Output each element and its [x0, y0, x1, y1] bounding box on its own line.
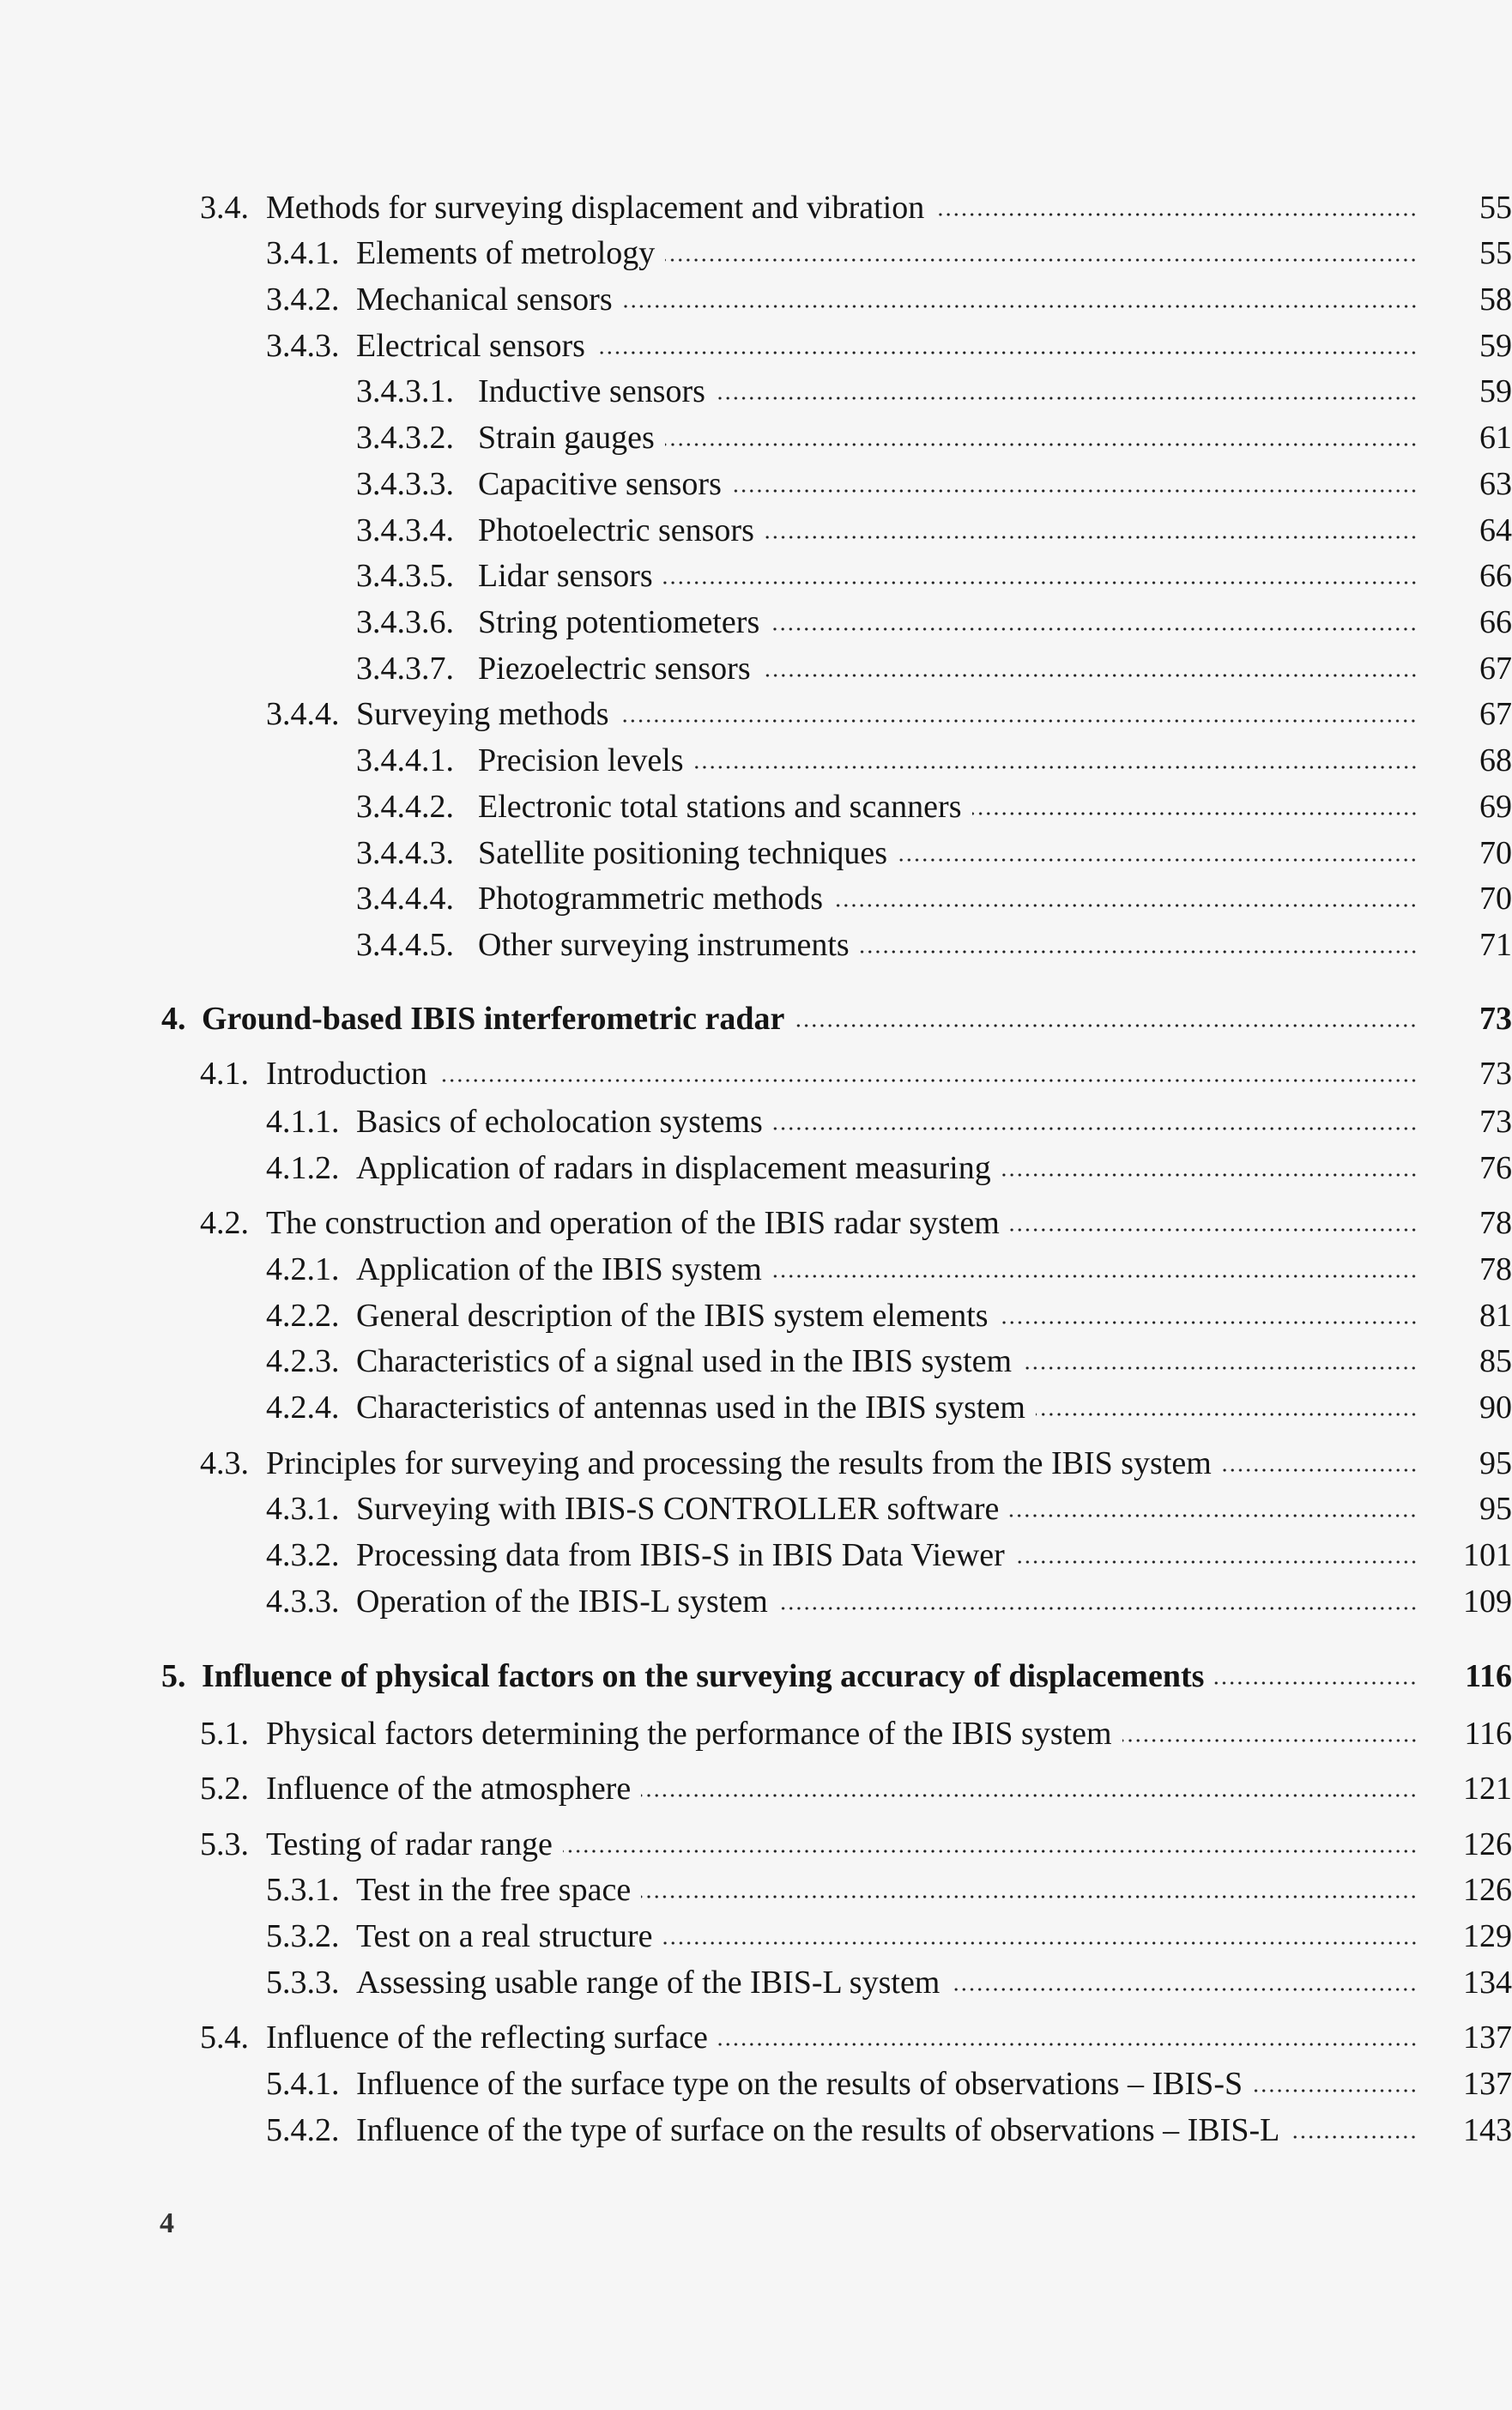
- dot-leader: [950, 1986, 1418, 1993]
- toc-entry-title: Electrical sensors: [356, 328, 585, 364]
- toc-entry-number: 3.4.3.7.: [356, 651, 454, 687]
- toc-entry-number: 5.4.1.: [266, 2066, 340, 2102]
- toc-entry: [0, 1147, 1512, 1189]
- toc-entry: [0, 602, 1512, 643]
- toc-entry: [0, 1341, 1512, 1382]
- toc-entry-page: 78: [1479, 1251, 1512, 1287]
- toc-entry-number: 4.3.1.: [266, 1491, 340, 1527]
- toc-entry-title: Other surveying instruments: [478, 927, 850, 963]
- toc-entry-number: 5.4.: [200, 2019, 249, 2056]
- toc-entry-page: 143: [1463, 2112, 1512, 2148]
- dot-leader: [999, 1319, 1418, 1326]
- toc-entry-page: 61: [1479, 420, 1512, 456]
- toc-entry-title: Characteristics of antennas used in the IBIS system: [356, 1390, 1025, 1426]
- toc-entry: [0, 417, 1512, 458]
- toc-entry: [0, 371, 1512, 412]
- toc-entry-title: Test in the free space: [356, 1872, 632, 1908]
- toc-entry-title: Ground-based IBIS interferometric radar: [202, 1001, 785, 1037]
- dot-leader: [1122, 1737, 1418, 1744]
- dot-leader: [623, 303, 1418, 310]
- toc-entry-number: 4.3.2.: [266, 1537, 340, 1573]
- dot-leader: [619, 718, 1418, 724]
- toc-entry-page: 66: [1479, 604, 1512, 640]
- dot-leader: [898, 857, 1418, 863]
- toc-entry-number: 3.4.4.4.: [356, 881, 454, 917]
- dot-leader: [663, 1940, 1418, 1947]
- toc-entry: [0, 693, 1512, 735]
- toc-entry-title: Influence of physical factors on the surveying accuracy of displacements: [202, 1658, 1205, 1694]
- toc-entry-page: 67: [1479, 651, 1512, 687]
- toc-entry-title: Operation of the IBIS-L system: [356, 1583, 768, 1620]
- toc-entry-number: 4.2.: [200, 1205, 249, 1241]
- toc-entry-number: 3.4.3.2.: [356, 420, 454, 456]
- toc-entry-title: Application of the IBIS system: [356, 1251, 762, 1287]
- toc-entry-title: Surveying methods: [356, 696, 609, 732]
- toc-entry-page: 69: [1479, 789, 1512, 825]
- toc-entry-page: 85: [1479, 1343, 1512, 1379]
- toc-entry-page: 109: [1463, 1583, 1512, 1620]
- toc-entry-title: Test on a real structure: [356, 1918, 653, 1954]
- dot-leader: [1036, 1411, 1418, 1418]
- dot-leader: [833, 902, 1418, 909]
- toc-entry: [0, 786, 1512, 827]
- dot-leader: [641, 1792, 1418, 1799]
- toc-entry: [0, 279, 1512, 320]
- toc-entry-title: Basics of echolocation systems: [356, 1104, 763, 1140]
- toc-entry-page: 76: [1479, 1150, 1512, 1186]
- dot-leader: [641, 1893, 1418, 1900]
- toc-entry-number: 4.2.2.: [266, 1298, 340, 1334]
- toc-entry: [0, 1443, 1512, 1484]
- dot-leader: [694, 764, 1418, 771]
- toc-entry-title: Photogrammetric methods: [478, 881, 824, 917]
- toc-entry-title: Electronic total stations and scanners: [478, 789, 962, 825]
- toc-entry-page: 126: [1463, 1872, 1512, 1908]
- toc-entry-title: Introduction: [266, 1056, 427, 1092]
- dot-leader: [1022, 1365, 1418, 1372]
- toc-entry: [0, 648, 1512, 689]
- dot-leader: [772, 1273, 1418, 1280]
- toc-entry-number: 3.4.4.: [266, 696, 340, 732]
- toc-entry: [0, 1713, 1512, 1754]
- toc-entry: [0, 1962, 1512, 2003]
- dot-leader: [934, 211, 1418, 218]
- toc-entry: [0, 740, 1512, 781]
- toc-entry-title: Strain gauges: [478, 420, 655, 456]
- dot-leader: [1290, 2134, 1418, 2141]
- toc-entry-page: 67: [1479, 696, 1512, 732]
- toc-entry-title: Precision levels: [478, 742, 684, 778]
- toc-entry-title: Assessing usable range of the IBIS-L system: [356, 1965, 940, 2001]
- toc-entry-number: 3.4.4.3.: [356, 835, 454, 871]
- toc-entry-title: The construction and operation of the IBIS radar system: [266, 1205, 1000, 1241]
- toc-entry-page: 73: [1479, 1104, 1512, 1140]
- toc-entry-page: 58: [1479, 282, 1512, 318]
- toc-entry-title: Capacitive sensors: [478, 466, 722, 502]
- toc-entry-title: Methods for surveying displacement and vibration: [266, 190, 925, 226]
- toc-entry-number: 4.3.: [200, 1445, 249, 1481]
- dot-leader: [795, 1022, 1418, 1029]
- toc-entry-number: 3.4.3.: [266, 328, 340, 364]
- dot-leader: [1001, 1172, 1418, 1178]
- toc-entry-page: 137: [1463, 2066, 1512, 2102]
- toc-entry-title: Physical factors determining the performance of the IBIS system: [266, 1716, 1112, 1752]
- toc-entry-title: Piezoelectric sensors: [478, 651, 751, 687]
- dot-leader: [1015, 1559, 1418, 1565]
- toc-entry: [0, 1053, 1512, 1094]
- dot-leader: [773, 1125, 1418, 1132]
- toc-entry: [0, 1824, 1512, 1865]
- toc-entry: [0, 2063, 1512, 2104]
- dot-leader: [665, 257, 1418, 263]
- toc-entry-number: 5.3.2.: [266, 1918, 340, 1954]
- toc-entry-title: Lidar sensors: [478, 558, 653, 594]
- toc-entry: [0, 187, 1512, 228]
- toc-entry-number: 4.: [161, 1001, 186, 1037]
- toc-entry-title: Inductive sensors: [478, 373, 705, 409]
- toc-entry-page: 59: [1479, 328, 1512, 364]
- toc-entry-number: 4.1.1.: [266, 1104, 340, 1140]
- toc-entry-title: Characteristics of a signal used in the IBIS system: [356, 1343, 1013, 1379]
- toc-entry: [0, 878, 1512, 919]
- toc-entry-page: 116: [1465, 1658, 1512, 1694]
- toc-entry-number: 5.: [161, 1658, 186, 1694]
- toc-entry-number: 3.4.4.2.: [356, 789, 454, 825]
- dot-leader: [765, 534, 1418, 541]
- toc-entry-page: 71: [1479, 927, 1512, 963]
- toc-entry-number: 4.1.: [200, 1056, 249, 1092]
- toc-entry: [0, 924, 1512, 966]
- toc-entry-page: 101: [1463, 1537, 1512, 1573]
- toc-entry-page: 73: [1479, 1056, 1512, 1092]
- dot-leader: [438, 1077, 1418, 1084]
- toc-entry-page: 68: [1479, 742, 1512, 778]
- toc-entry-page: 121: [1463, 1771, 1512, 1807]
- toc-entry-title: Application of radars in displacement measuring: [356, 1150, 991, 1186]
- toc-entry-number: 3.4.4.5.: [356, 927, 454, 963]
- toc-entry-page: 129: [1463, 1918, 1512, 1954]
- toc-entry-number: 4.2.1.: [266, 1251, 340, 1287]
- toc-entry: [0, 2110, 1512, 2151]
- toc-entry-number: 4.1.2.: [266, 1150, 340, 1186]
- dot-leader: [972, 810, 1418, 817]
- dot-leader: [1010, 1226, 1418, 1233]
- dot-leader: [716, 395, 1418, 402]
- toc-entry-number: 3.4.2.: [266, 282, 340, 318]
- toc-entry-page: 63: [1479, 466, 1512, 502]
- toc-entry-number: 3.4.1.: [266, 235, 340, 271]
- toc-chapter-entry: [0, 998, 1512, 1039]
- toc-entry: [0, 555, 1512, 596]
- toc-entry-number: 5.3.1.: [266, 1872, 340, 1908]
- dot-leader: [778, 1605, 1418, 1612]
- dot-leader: [1214, 1680, 1418, 1686]
- toc-entry: [0, 1916, 1512, 1957]
- toc-entry: [0, 325, 1512, 366]
- toc-entry-title: Influence of the atmosphere: [266, 1771, 632, 1807]
- toc-entry-title: Mechanical sensors: [356, 282, 613, 318]
- toc-entry-title: Principles for surveying and processing the results from the IBIS system: [266, 1445, 1212, 1481]
- toc-entry-number: 3.4.4.1.: [356, 742, 454, 778]
- toc-entry-number: 4.2.3.: [266, 1343, 340, 1379]
- toc-entry-title: Influence of the type of surface on the results of observations – IBIS-L: [356, 2112, 1280, 2148]
- toc-entry-page: 70: [1479, 835, 1512, 871]
- toc-entry: [0, 1249, 1512, 1290]
- dot-leader: [663, 579, 1418, 586]
- dot-leader: [596, 349, 1418, 356]
- toc-entry-number: 3.4.3.1.: [356, 373, 454, 409]
- toc-entry: [0, 1202, 1512, 1244]
- toc-entry-number: 5.3.3.: [266, 1965, 340, 2001]
- toc-entry-page: 81: [1479, 1298, 1512, 1334]
- toc-chapter-entry: [0, 1656, 1512, 1697]
- dot-leader: [1222, 1467, 1418, 1474]
- dot-leader: [860, 948, 1418, 955]
- toc-entry: [0, 1581, 1512, 1622]
- toc-entry: [0, 1101, 1512, 1142]
- toc-entry-page: 134: [1463, 1965, 1512, 2001]
- toc-entry: [0, 463, 1512, 505]
- toc-entry-title: Influence of the reflecting surface: [266, 2019, 708, 2056]
- toc-entry-page: 116: [1464, 1716, 1512, 1752]
- toc-entry-number: 3.4.3.4.: [356, 512, 454, 548]
- toc-entry-page: 95: [1479, 1445, 1512, 1481]
- toc-entry-page: 137: [1463, 2019, 1512, 2056]
- toc-entry-number: 5.2.: [200, 1771, 249, 1807]
- toc-entry: [0, 2017, 1512, 2058]
- dot-leader: [770, 626, 1418, 633]
- toc-entry-page: 126: [1463, 1826, 1512, 1862]
- toc-entry-page: 95: [1479, 1491, 1512, 1527]
- toc-entry: [0, 833, 1512, 874]
- toc-entry-page: 66: [1479, 558, 1512, 594]
- toc-entry-number: 5.4.2.: [266, 2112, 340, 2148]
- toc-entry-title: String potentiometers: [478, 604, 760, 640]
- dot-leader: [761, 672, 1418, 679]
- toc-entry-number: 4.3.3.: [266, 1583, 340, 1620]
- toc-entry-page: 90: [1479, 1390, 1512, 1426]
- toc-entry: [0, 1295, 1512, 1336]
- dot-leader: [732, 487, 1418, 494]
- toc-entry-title: Elements of metrology: [356, 235, 656, 271]
- toc-entry-number: 5.1.: [200, 1716, 249, 1752]
- toc-entry-number: 3.4.: [200, 190, 249, 226]
- toc-entry-title: Testing of radar range: [266, 1826, 553, 1862]
- toc-entry-page: 70: [1479, 881, 1512, 917]
- toc-entry: [0, 1488, 1512, 1529]
- toc-entry-title: Photoelectric sensors: [478, 512, 754, 548]
- toc-entry-number: 3.4.3.3.: [356, 466, 454, 502]
- toc-entry-title: General description of the IBIS system elements: [356, 1298, 989, 1334]
- toc-entry: [0, 1768, 1512, 1809]
- toc-entry-page: 73: [1479, 1001, 1512, 1037]
- toc-entry-number: 3.4.3.6.: [356, 604, 454, 640]
- page-number: 4: [160, 2207, 174, 2239]
- toc-entry: [0, 510, 1512, 551]
- dot-leader: [1253, 2087, 1418, 2094]
- toc-entry: [0, 1869, 1512, 1910]
- toc-entry-number: 4.2.4.: [266, 1390, 340, 1426]
- toc-entry-title: Satellite positioning techniques: [478, 835, 888, 871]
- toc-entry-page: 55: [1479, 190, 1512, 226]
- toc-entry: [0, 233, 1512, 274]
- toc-entry-title: Processing data from IBIS-S in IBIS Data Viewer: [356, 1537, 1005, 1573]
- toc-entry-title: Surveying with IBIS-S CONTROLLER software: [356, 1491, 1000, 1527]
- toc-entry: [0, 1535, 1512, 1576]
- toc-entry-title: Influence of the surface type on the results of observations – IBIS-S: [356, 2066, 1243, 2102]
- toc-entry-page: 55: [1479, 235, 1512, 271]
- toc-entry-number: 3.4.3.5.: [356, 558, 454, 594]
- toc-entry-number: 5.3.: [200, 1826, 249, 1862]
- toc-entry-page: 59: [1479, 373, 1512, 409]
- dot-leader: [563, 1848, 1418, 1855]
- toc-entry-page: 78: [1479, 1205, 1512, 1241]
- toc-entry-page: 64: [1479, 512, 1512, 548]
- toc-entry: [0, 1387, 1512, 1428]
- dot-leader: [718, 2041, 1418, 2048]
- dot-leader: [665, 441, 1418, 448]
- dot-leader: [1009, 1512, 1418, 1519]
